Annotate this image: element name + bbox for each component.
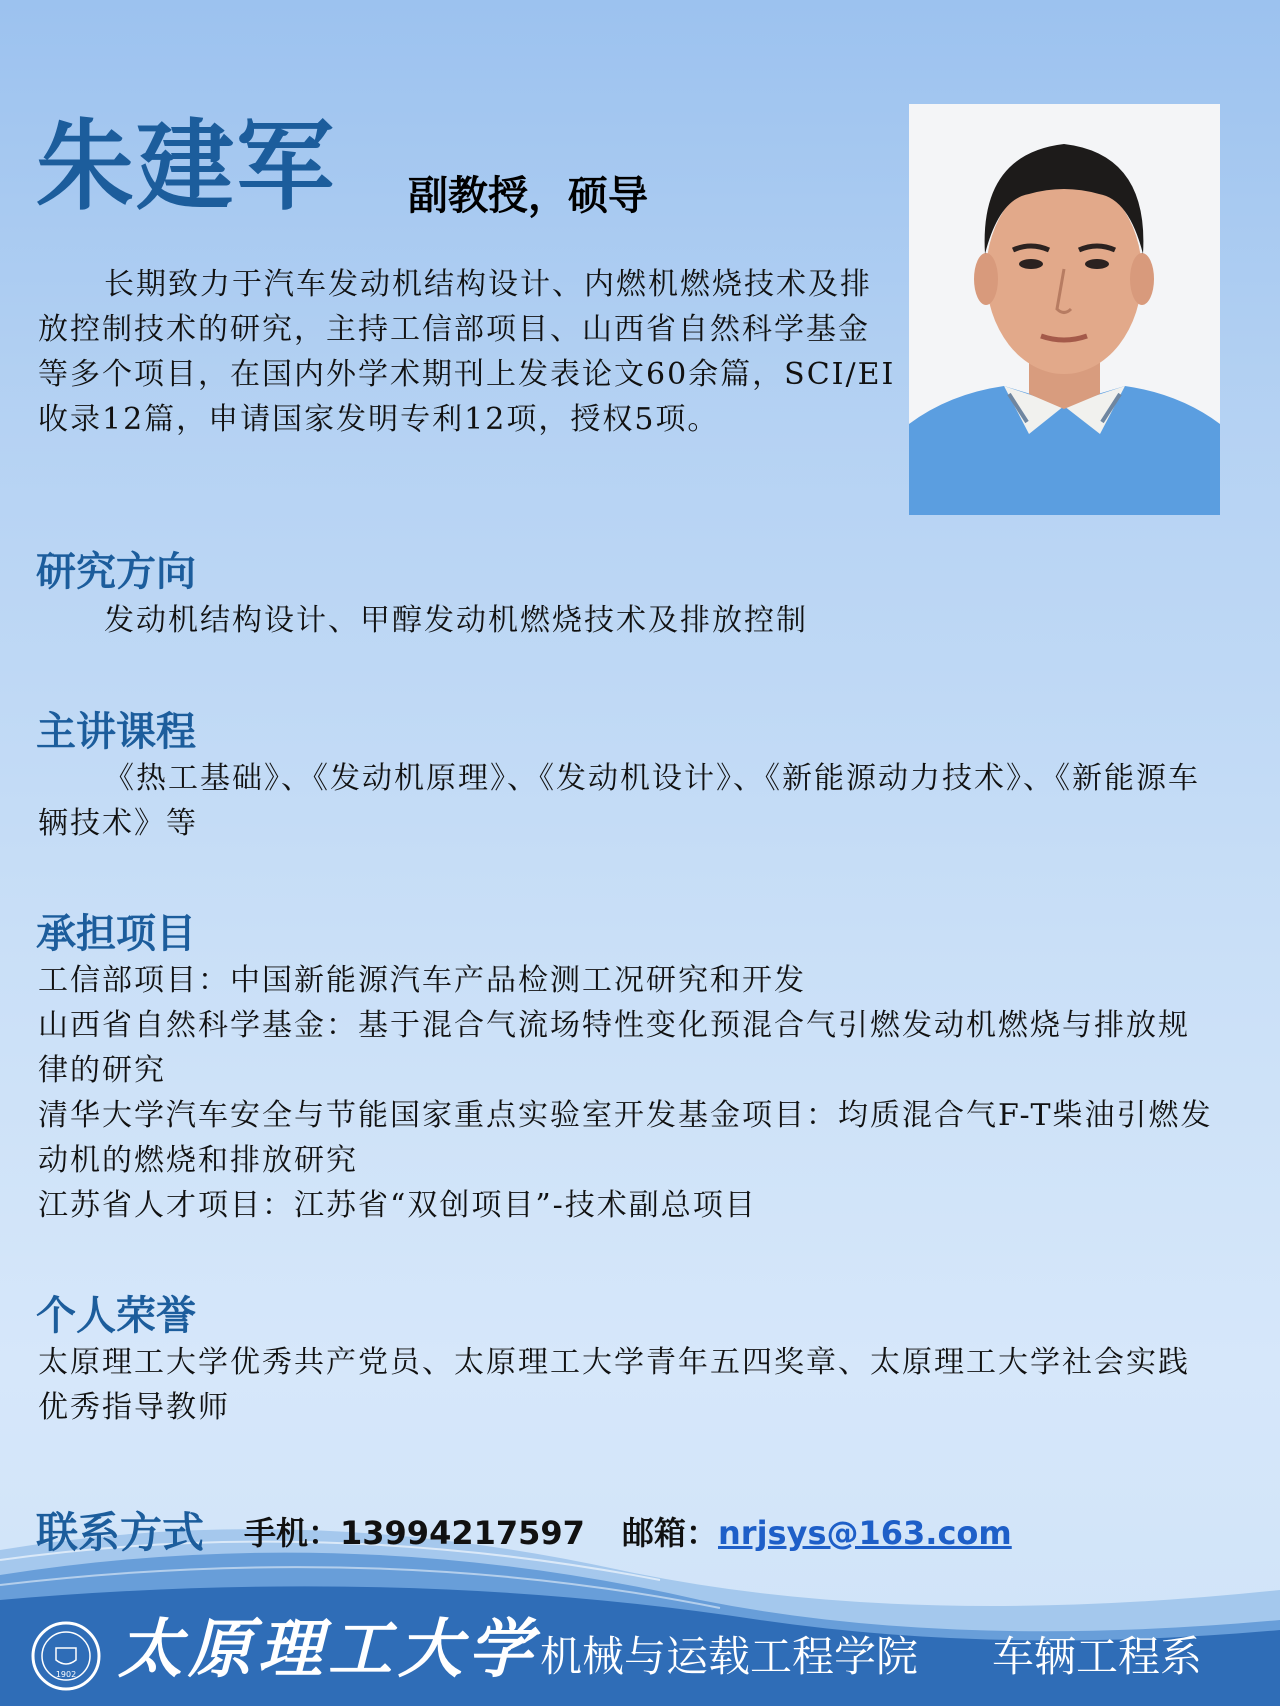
project-item: 工信部项目：中国新能源汽车产品检测工况研究和开发 xyxy=(38,963,806,998)
seal-year: 1902 xyxy=(55,1670,77,1679)
project-item: 清华大学汽车安全与节能国家重点实验室开发基金项目：均质混合气F-T柴油引燃发动机的燃烧和排放研究 xyxy=(38,1098,1213,1178)
section-heading-research: 研究方向 xyxy=(36,549,196,595)
section-heading-honors: 个人荣誉 xyxy=(36,1293,196,1339)
university-seal-icon xyxy=(30,1620,102,1692)
contact-phone: 手机：13994217597 xyxy=(244,1514,585,1552)
research-text: 发动机结构设计、甲醇发动机燃烧技术及排放控制 xyxy=(104,603,808,638)
project-item: 江苏省人才项目：江苏省“双创项目”-技术副总项目 xyxy=(38,1188,757,1223)
profile-photo xyxy=(909,104,1220,515)
section-heading-courses: 主讲课程 xyxy=(36,709,196,755)
section-heading-projects: 承担项目 xyxy=(36,911,196,957)
contact-email-group xyxy=(622,1508,1012,1554)
profile-name: 朱建军 xyxy=(36,110,337,224)
projects-list xyxy=(38,958,1218,1228)
project-item: 山西省自然科学基金：基于混合气流场特性变化预混合气引燃发动机燃烧与排放规律的研究 xyxy=(38,1008,1190,1088)
footer-university-name: 太原理工大学 xyxy=(118,1612,538,1687)
contact-line xyxy=(36,1500,1236,1557)
honors-text: 太原理工大学优秀共产党员、太原理工大学青年五四奖章、太原理工大学社会实践优秀指导教师 xyxy=(38,1345,1190,1425)
courses-text: 《热工基础》、《发动机原理》、《发动机设计》、《新能源动力技术》、《新能源车辆技术》等 xyxy=(38,761,1200,841)
contact-email-link[interactable]: nrjsys@163.com xyxy=(718,1514,1012,1552)
profile-title: 副教授，硕导 xyxy=(408,173,648,219)
contact-email-label: 邮箱： xyxy=(622,1514,719,1552)
footer-department: 车辆工程系 xyxy=(992,1632,1203,1681)
profile-intro: 长期致力于汽车发动机结构设计、内燃机燃烧技术及排放控制技术的研究，主持工信部项目、山西省自然科学基金等多个项目，在国内外学术期刊上发表论文60余篇，SCI/EI收录12篇，申请国家发明专利12项，授权5项。 xyxy=(38,267,896,437)
section-heading-contact: 联系方式 xyxy=(36,1508,205,1557)
footer-college: 机械与运载工程学院 xyxy=(540,1632,919,1681)
